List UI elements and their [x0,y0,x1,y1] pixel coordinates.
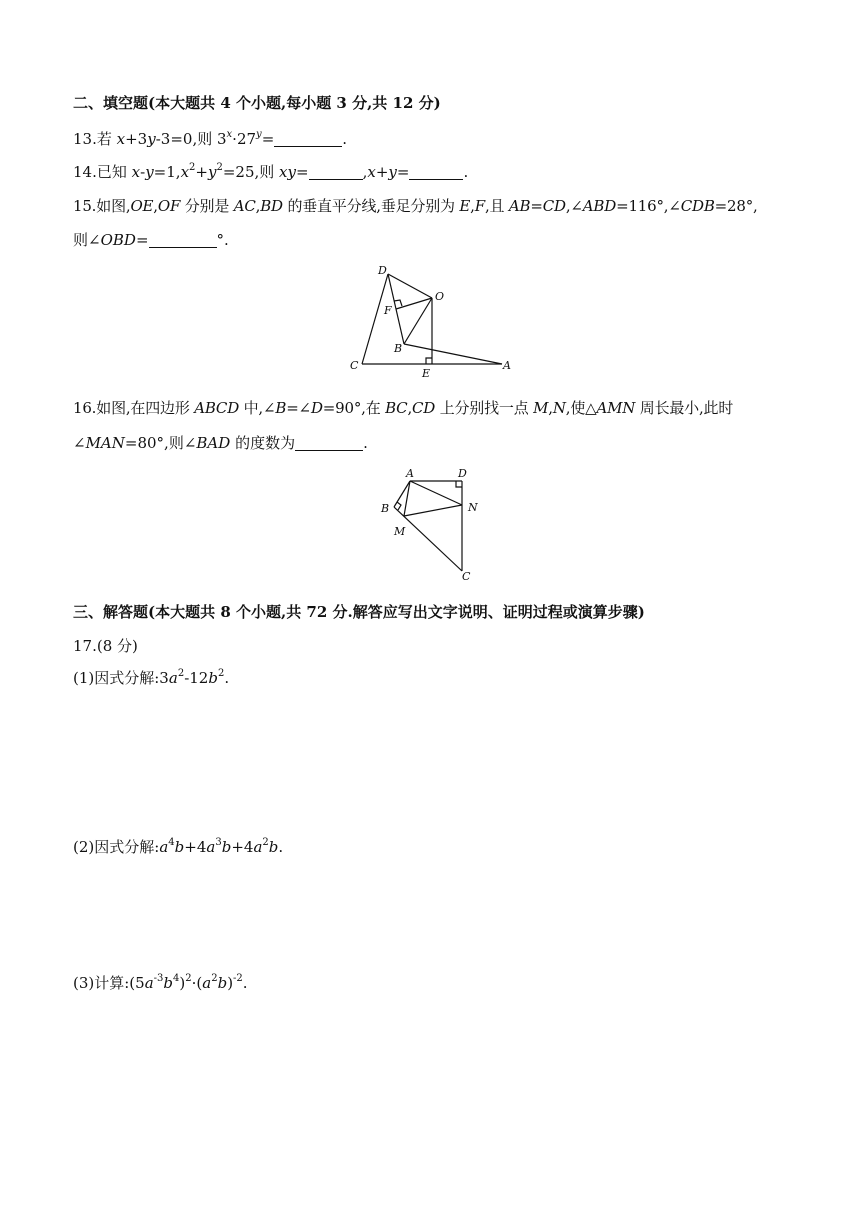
q14-text: + [195,163,208,181]
q13-text: +3 [125,130,148,148]
label-n: N [468,501,478,514]
q17-text: (3)计算:(5 [73,974,145,992]
q17-exponent: 2 [185,973,192,984]
q15-var: OE [130,197,154,215]
q16-geometry-figure [374,463,486,585]
segment-an [410,481,462,505]
q16-text: 中,∠ [239,399,276,417]
q15-var: AC [233,197,256,215]
q13-var: x [116,130,126,148]
q17-var: b [174,838,185,856]
question-13 [73,128,347,150]
question-14 [73,161,468,183]
q14-var: y [145,163,154,181]
question-17-part-1 [73,667,229,689]
q16-answer-blank[interactable] [295,434,363,451]
q14-answer-blank-1[interactable] [309,163,363,180]
q16-var: D [310,399,323,417]
q15-answer-blank[interactable] [149,231,217,248]
q14-var: xy [279,163,296,181]
q14-var: x [180,163,190,181]
label-m: M [394,525,406,538]
q14-text: =1, [153,163,181,181]
q13-var: y [147,130,156,148]
q16-text: 上分别找一点 [435,399,534,417]
right-angle-mark-b [397,502,401,510]
q17-var: b [208,669,218,687]
segment-ba [404,344,502,364]
q15-var: BD [260,197,283,215]
q14-exponent: 2 [189,162,196,173]
q17-text: . [278,838,284,856]
q16-var: MAN [85,434,125,452]
q17-text: +4 [184,838,207,856]
q14-text: =25,则 [222,163,280,181]
q17-exponent: 2 [262,837,269,848]
label-b: B [394,342,403,355]
q16-text: ,使△ [565,399,597,417]
right-angle-mark-e [426,358,432,364]
q15-var: CDB [680,197,715,215]
q15-geometry-figure [344,260,516,380]
q16-text: 如图,在四边形 [96,399,195,417]
q14-var: x [367,163,376,181]
q16-var: CD [412,399,436,417]
q15-var: CD [542,197,566,215]
question-17-heading: 17.(8 分) [73,637,138,655]
q17-var: b [221,838,232,856]
q17-var: b [217,974,228,992]
question-15-line-2 [73,229,229,251]
q16-text: =80°,则∠ [124,434,197,452]
segment-bc [394,507,462,571]
section-2-heading: 二、填空题(本大题共 4 个小题,每小题 3 分,共 12 分) [73,94,441,112]
q13-text: ·27 [232,130,257,148]
q15-text: =116°,∠ [616,197,681,215]
q17-text: ·( [191,974,203,992]
q14-var: x [131,163,141,181]
q17-exponent: 2 [211,973,218,984]
q17-text: . [242,974,248,992]
q14-var: y [388,163,397,181]
label-f: F [384,304,392,317]
label-e: E [422,367,431,380]
q14-text: = [396,163,410,181]
q14-var: y [207,163,217,181]
q15-var: OBD [100,231,136,249]
q17-var: a [159,838,169,856]
label-a: A [406,467,414,480]
q16-var: AMN [596,399,636,417]
q13-text: . [342,130,348,148]
label-d: D [378,264,387,277]
q15-text: , [255,197,261,215]
q15-text: °. [216,231,229,249]
q15-text: = [530,197,543,215]
q17-exponent: 2 [217,668,225,679]
right-angle-mark-d [456,481,462,487]
q16-text: . [363,434,368,452]
q14-answer-blank-2[interactable] [409,163,463,180]
question-15-line-1 [73,195,758,217]
q17-exponent: 2 [177,668,185,679]
q16-text: , [548,399,553,417]
q14-text: = [295,163,309,181]
q16-text: =90°,在 [322,399,386,417]
q16-var: BAD [196,434,231,452]
q14-exponent: 2 [216,162,223,173]
q15-var: OF [157,197,181,215]
q17-text: -12 [184,669,209,687]
label-c: C [462,570,471,583]
q15-text: , [153,197,158,215]
question-17-part-3 [73,972,248,994]
segment-dc [362,274,388,364]
q17-var: a [202,974,212,992]
q13-number: 13. [73,130,97,148]
q17-text: . [224,669,230,687]
question-16-line-2 [73,432,368,454]
q17-var: a [206,838,216,856]
q15-var: ABD [582,197,617,215]
q17-exponent: -3 [153,973,164,984]
q15-text: 分别是 [180,197,234,215]
q15-var: F [474,197,485,215]
q14-text: , [362,163,368,181]
q17-exponent: 3 [215,837,222,848]
q17-var: a [168,669,178,687]
q17-var: b [163,974,174,992]
q17-var: b [268,838,279,856]
q15-number: 15. [73,197,97,215]
segment-mn [404,505,462,516]
q17-exponent: 4 [168,837,175,848]
q16-var: B [275,399,287,417]
q13-text: 若 [96,130,117,148]
q16-text: =∠ [286,399,311,417]
q16-var: M [533,399,549,417]
q15-var: E [459,197,471,215]
q14-number: 14. [73,163,97,181]
question-16-line-1 [73,397,733,419]
q16-text: ∠ [73,434,86,452]
question-17-part-2 [73,836,283,858]
q17-exponent: 4 [173,973,180,984]
label-d: D [458,467,467,480]
q15-text: 的垂直平分线,垂足分别为 [282,197,460,215]
q13-text: -3=0,则 3 [155,130,227,148]
q13-exponent: x [226,129,233,140]
q16-text: 的度数为 [230,434,296,452]
q14-text: . [463,163,469,181]
q13-answer-blank[interactable] [274,130,342,147]
q14-text: + [375,163,389,181]
q17-text: +4 [231,838,254,856]
label-a: A [503,359,511,372]
q17-var: a [144,974,154,992]
q16-text: 周长最小,此时 [635,399,734,417]
q16-text: , [407,399,413,417]
q17-var: a [253,838,263,856]
q15-text: ,∠ [565,197,583,215]
q15-var: AB [508,197,531,215]
q17-text: ) [227,974,234,992]
q15-text: =28°, [714,197,758,215]
label-c: C [350,359,359,372]
segment-do [388,274,432,298]
q14-text: - [140,163,146,181]
label-b: B [381,502,390,515]
q14-text: 已知 [96,163,132,181]
q17-exponent: -2 [233,973,243,984]
q17-text: ) [179,974,186,992]
q17-text: (1)因式分解:3 [73,669,169,687]
section-3-heading: 三、解答题(本大题共 8 个小题,共 72 分.解答应写出文字说明、证明过程或演算步骤) [73,603,645,621]
q16-number: 16. [73,399,97,417]
q13-exponent: y [256,129,262,140]
q13-text: = [261,130,275,148]
q16-var: BC [385,399,408,417]
q15-text: = [135,231,149,249]
q16-var: N [552,399,566,417]
q15-text: 则∠ [73,231,101,249]
label-o: O [435,290,445,303]
q17-text: (2)因式分解: [73,838,160,856]
q16-var: ABCD [194,399,240,417]
q15-text: , [470,197,475,215]
q15-text: ,且 [484,197,509,215]
q15-text: 如图, [96,197,131,215]
